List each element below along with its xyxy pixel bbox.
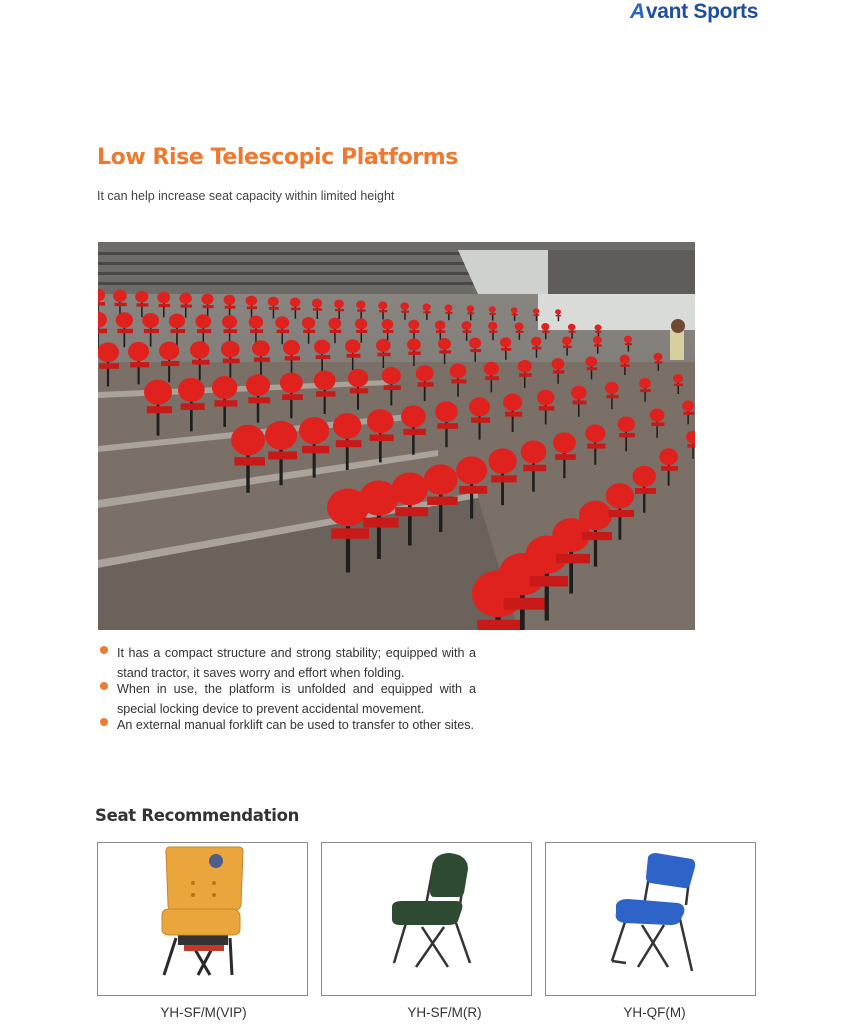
seat-back (438, 338, 451, 350)
seat-back (511, 307, 518, 313)
seat-back (135, 291, 148, 303)
seat-cushion (439, 350, 451, 353)
seat-back (469, 338, 481, 349)
seat-cushion (313, 308, 322, 311)
seat-cushion (542, 331, 549, 333)
seat-back (314, 340, 330, 355)
seat-cushion (555, 454, 576, 460)
seat-back (639, 378, 651, 389)
brand-logo-mark: A (630, 0, 645, 23)
seat-cushion (651, 422, 664, 426)
seat-back (633, 466, 657, 487)
seat-cushion (248, 397, 270, 403)
seat-cushion (117, 329, 133, 333)
seat-cushion (379, 310, 387, 312)
seat-back (435, 401, 458, 422)
seat-cushion (170, 329, 185, 333)
seat-back (461, 321, 471, 330)
seat-back (585, 424, 605, 442)
seat-back (222, 315, 237, 329)
seat-back (224, 295, 236, 306)
seat-cushion (144, 329, 159, 333)
seat-cushion (427, 497, 457, 505)
seat-back (367, 409, 394, 433)
seat-back (201, 294, 213, 305)
seat-back (489, 306, 496, 312)
seat-cushion (130, 362, 149, 367)
seat-back (382, 319, 394, 329)
vip-chair-image (98, 843, 309, 997)
seat-back (555, 309, 561, 314)
seat-cushion (409, 330, 419, 333)
seat-back (314, 371, 336, 391)
seat-cushion (489, 331, 497, 333)
seat-cushion (336, 440, 362, 447)
seat-cushion (609, 510, 634, 517)
seat-cushion (470, 349, 481, 352)
seat-back (568, 324, 576, 331)
seat-cushion (383, 330, 393, 333)
seat-card-qf (545, 842, 756, 996)
seat-cushion (223, 359, 240, 364)
seat-cushion (505, 412, 522, 417)
platform-photo-illustration (98, 242, 695, 630)
seat-cushion (594, 344, 602, 346)
seat-back (533, 308, 539, 314)
seat-cushion (316, 355, 331, 359)
seat-back (659, 448, 678, 465)
seat-cushion (401, 311, 409, 313)
seat-back (450, 364, 467, 379)
seat-back (376, 339, 391, 352)
seat-back (290, 298, 301, 308)
seat-cushion (137, 303, 149, 306)
seat-cushion (347, 354, 361, 358)
seat-back (348, 369, 368, 387)
seat-cushion (436, 330, 445, 333)
seat-cushion (247, 306, 257, 309)
seat-cushion (587, 367, 597, 370)
seat-back (378, 301, 387, 309)
seat-cushion (395, 507, 428, 516)
feature-text: An external manual forklift can be used to transfer to other sites. (117, 718, 475, 732)
seat-cushion (674, 384, 683, 387)
seat-cushion (147, 406, 172, 413)
seat-cushion (661, 466, 678, 471)
seat-back (299, 417, 329, 444)
seat-back (579, 501, 612, 531)
seat-cushion (370, 434, 394, 441)
seat-cushion (285, 356, 300, 360)
seat-back (552, 358, 565, 370)
seat-back (268, 297, 279, 307)
seat-cushion (445, 312, 452, 314)
seat-back (562, 336, 572, 345)
seat-back (328, 318, 341, 330)
seat-back (488, 448, 516, 474)
seat-cushion (98, 329, 107, 334)
seat-cushion (587, 444, 605, 449)
seat-back (424, 464, 458, 494)
seat-cushion (467, 312, 474, 314)
seat-cushion (225, 306, 236, 309)
seat-cushion (159, 304, 171, 307)
seat-cushion (181, 305, 192, 308)
seat-back (382, 367, 401, 384)
seat-cushion (573, 400, 587, 404)
seat-cushion (625, 343, 632, 345)
seat-cushion (356, 330, 367, 333)
seat-cushion (534, 314, 540, 316)
seat-cushion (408, 351, 420, 354)
seat-cushion (489, 313, 495, 315)
seat-cushion (553, 370, 565, 373)
seat-cushion (539, 406, 555, 410)
seat-back (195, 314, 211, 328)
seat-cushion (254, 357, 270, 361)
seat-back (212, 376, 237, 399)
seat-back (98, 342, 119, 362)
seat-back (252, 340, 270, 356)
seat-back (553, 432, 576, 453)
page-subtitle: It can help increase seat capacity within limited height (97, 189, 395, 203)
seat-cushion (403, 429, 425, 435)
seat-back (179, 293, 191, 304)
seat-cushion (595, 331, 601, 333)
seat-back (265, 421, 297, 450)
seat-cushion (511, 314, 517, 316)
seat-cushion (303, 330, 315, 333)
platform-photo (98, 242, 695, 630)
seat-back (178, 378, 205, 402)
seat-back (249, 316, 264, 329)
seat-cushion (181, 403, 205, 410)
seat-back (355, 318, 367, 329)
feature-text: It has a compact structure and strong stability; equipped with a stand tractor, it saves worry and effort when folding. (117, 646, 476, 680)
bullet-dot-icon (100, 646, 108, 654)
seat-cushion (683, 412, 694, 415)
seat-cushion (503, 598, 546, 610)
seat-cushion (224, 329, 238, 333)
seat-back (334, 299, 344, 308)
seat-back (541, 323, 549, 330)
bullet-dot-icon (100, 682, 108, 690)
seat-cushion (282, 394, 303, 400)
seat-cushion (563, 346, 572, 348)
seat-back (537, 390, 554, 406)
seat-back (144, 380, 172, 405)
seat-cushion (331, 528, 369, 539)
bullet-dot-icon (100, 718, 108, 726)
seat-back (169, 314, 185, 329)
seat-back (221, 341, 240, 358)
seat-cushion (423, 311, 430, 313)
seat-back (280, 372, 303, 393)
feature-list (100, 643, 476, 731)
seat-cushion (501, 348, 511, 351)
seat-cushion (291, 308, 301, 311)
seat-back (682, 400, 694, 411)
seat-back (113, 290, 127, 302)
seat-back (392, 472, 429, 505)
seat-cushion (485, 376, 499, 380)
seat-back (345, 339, 360, 353)
seat-cushion (161, 361, 179, 366)
seat-back (620, 355, 630, 364)
seat-back (190, 341, 210, 359)
seat-cushion (363, 518, 398, 528)
seat-back (654, 353, 663, 361)
seat-back (503, 394, 522, 411)
seat-cushion (214, 400, 237, 406)
seat-cushion (523, 465, 546, 471)
seat-cushion (234, 457, 265, 466)
seat-back (456, 456, 487, 484)
seat-cushion (569, 331, 576, 333)
seat-back (142, 313, 159, 328)
seat-cushion (516, 331, 524, 333)
seat-back (531, 337, 541, 346)
seat-cushion (203, 305, 214, 308)
seat-back (128, 342, 149, 361)
seat-back (407, 338, 421, 350)
seat-back (312, 299, 322, 308)
seat-back (586, 356, 598, 366)
seat-back (435, 320, 445, 329)
seat-cushion (621, 364, 630, 367)
seat-back (356, 300, 365, 308)
seat-cushion (635, 488, 656, 494)
page-title: Low Rise Telescopic Platforms (97, 145, 458, 170)
seat-back (521, 440, 547, 463)
seat-cushion (582, 532, 612, 540)
seat-cushion (316, 391, 336, 396)
seat-card-r (321, 842, 532, 996)
seat-back (673, 374, 683, 383)
seat-cushion (462, 330, 471, 332)
seat-cushion (459, 486, 487, 494)
seat-cushion (418, 382, 434, 386)
seat-recommendation-title: Seat Recommendation (95, 806, 300, 825)
seat-caption-r: YH-SF/M(R) (407, 1005, 482, 1020)
seat-caption-vip: YH-SF/M(VIP) (160, 1005, 247, 1020)
seat-back (408, 320, 419, 330)
seat-back (275, 316, 289, 329)
blue-chair-image (546, 843, 757, 997)
seat-back (283, 340, 300, 355)
seat-cushion (619, 433, 635, 437)
seat-back (595, 324, 602, 330)
seat-caption-qf: YH-QF(M) (623, 1005, 686, 1020)
seat-cushion (114, 303, 126, 306)
seat-back (467, 305, 475, 312)
seat-cushion (98, 302, 105, 306)
seat-cushion (451, 379, 466, 383)
seat-back (159, 342, 179, 360)
seat-back (606, 483, 634, 508)
seat-back (246, 296, 257, 306)
seat-back (593, 336, 602, 344)
seat-back (157, 292, 170, 304)
seat-cushion (687, 444, 695, 448)
seat-cushion (471, 417, 490, 422)
feature-text: When in use, the platform is unfolded and equipped with a special locking device to prevent accidental movement. (117, 682, 476, 716)
seat-back (650, 408, 665, 421)
seat-cushion (606, 395, 618, 398)
seat-back (416, 365, 434, 381)
seat-cushion (477, 620, 524, 630)
seat-cushion (654, 361, 662, 363)
seat-back (116, 312, 133, 328)
seat-cushion (99, 363, 119, 369)
seat-back (400, 302, 409, 310)
green-chair-image (322, 843, 533, 997)
seat-back (571, 386, 587, 400)
seat-cushion (269, 307, 279, 310)
seat-cushion (357, 309, 365, 311)
seat-back (302, 317, 315, 329)
seat-back (500, 337, 511, 347)
seat-back (333, 413, 361, 439)
seat-leg (520, 591, 525, 630)
seat-back (231, 425, 265, 456)
seat-cushion (192, 360, 210, 365)
seat-cushion (556, 554, 590, 563)
seat-back (518, 360, 532, 373)
seat-cushion (250, 329, 263, 333)
brand-logo (630, 0, 758, 24)
seat-back (445, 304, 453, 311)
seat-back (422, 303, 430, 310)
seat-back (488, 322, 497, 330)
seat-cushion (277, 330, 290, 333)
seat-cushion (491, 475, 517, 482)
feature-item (100, 679, 476, 719)
seat-cushion (377, 353, 390, 357)
seat-cushion (519, 373, 532, 377)
seat-cushion (302, 446, 329, 454)
seat-cushion (384, 385, 401, 390)
seat-cushion (532, 347, 541, 350)
seat-back (624, 336, 632, 343)
feature-item (100, 643, 476, 683)
seat-cushion (556, 315, 561, 317)
seat-cushion (197, 329, 211, 333)
seat-back (484, 362, 499, 376)
seat-back (605, 382, 619, 394)
seat-cushion (437, 423, 458, 429)
seat-card-vip (97, 842, 308, 996)
seat-cushion (530, 576, 568, 587)
seat-back (469, 397, 490, 416)
seat-cushion (330, 330, 342, 333)
seat-back (246, 374, 270, 396)
seat-back (401, 405, 426, 427)
feature-item (100, 715, 476, 735)
seat-back (617, 416, 634, 432)
seat-cushion (640, 389, 651, 392)
seat-cushion (268, 451, 297, 459)
seat-back (515, 322, 524, 330)
seat-cushion (350, 388, 368, 393)
seat-cushion (335, 309, 344, 311)
brand-logo-name: vant Sports (645, 0, 759, 23)
